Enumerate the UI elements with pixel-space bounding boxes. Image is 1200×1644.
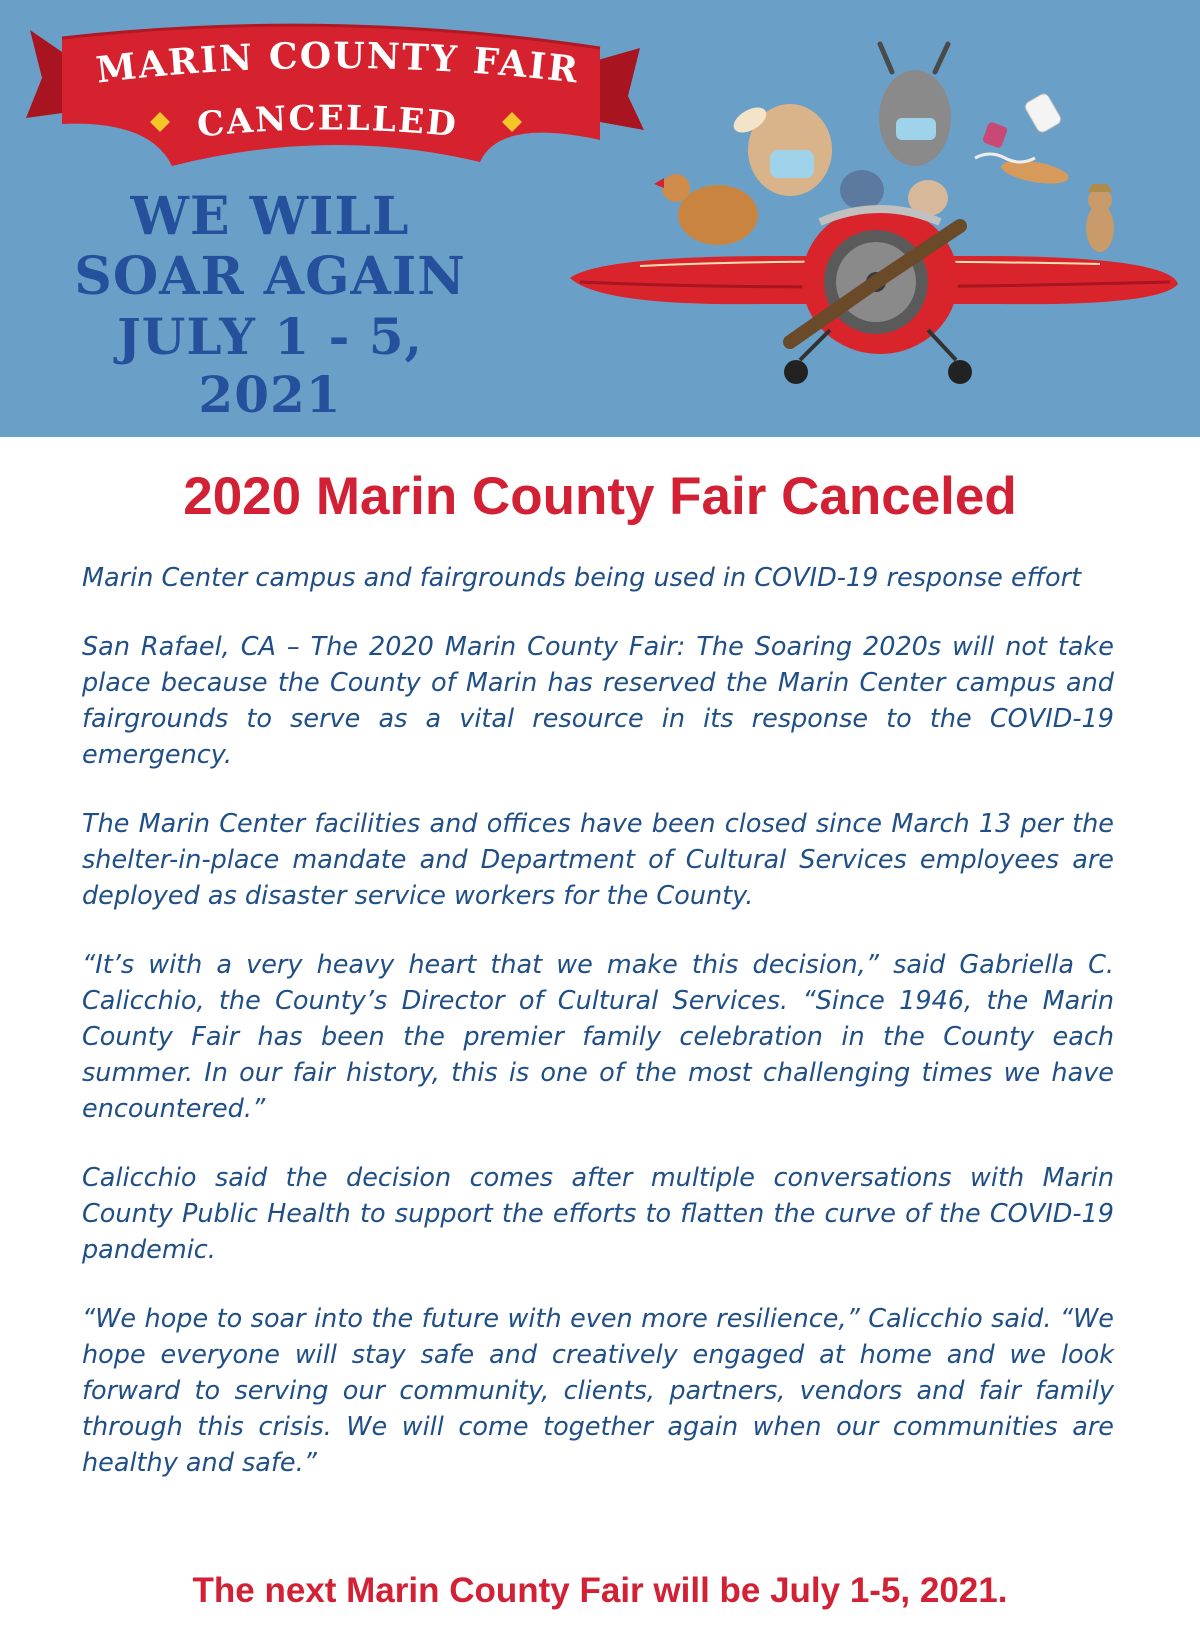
article-headline: 2020 Marin County Fair Canceled: [183, 467, 1017, 526]
fair-banner: [0, 0, 1200, 437]
ribbon-line-1: MARIN COUNTY FAIR: [93, 34, 582, 92]
article-paragraph: “It’s with a very heavy heart that we make this decision,” said Gabriella C. Calicchio, the County’s Director of Cultural Services. “Since 1946, the Marin County Fair has been the premier family celebration in the County each summer. In our fair history, this is one of the most challenging times we have encountered.”: [82, 950, 1114, 1124]
article-subhead: Marin Center campus and fairgrounds being used in COVID-19 response effort: [82, 563, 1082, 593]
closing-announcement: The next Marin County Fair will be July 1-5, 2021.: [192, 1571, 1008, 1610]
article-body: [82, 560, 1114, 1514]
soar-line-1: WE WILL: [130, 186, 410, 247]
article-paragraph: Calicchio said the decision comes after multiple conversations with Marin County Public Health to support the efforts to flatten the curve of the COVID-19 pandemic.: [82, 1163, 1114, 1265]
soar-line-3: JULY 1 - 5, 2021: [117, 307, 423, 424]
article-paragraph: San Rafael, CA – The 2020 Marin County Fair: The Soaring 2020s will not take place because the County of Marin has reserved the Marin Center campus and fairgrounds to serve as a vital resource in its response to the COVID-19 emergency.: [82, 632, 1114, 770]
ribbon-line-2: CANCELLED: [195, 98, 460, 146]
airplane-illustration: [570, 44, 1178, 384]
article-paragraph: The Marin Center facilities and offices have been closed since March 13 per the shelter-in-place mandate and Department of Cultural Services employees are deployed as disaster service workers for the County.: [82, 809, 1114, 911]
article-paragraph: “We hope to soar into the future with even more resilience,” Calicchio said. “We hope everyone will stay safe and creatively engaged at home and we look forward to serving our community, clients, partners, vendors and fair family through this crisis. We will come together again when our communities are healthy and safe.”: [82, 1304, 1114, 1478]
cancelled-ribbon: [26, 25, 644, 166]
soar-line-2: SOAR AGAIN: [74, 246, 466, 307]
